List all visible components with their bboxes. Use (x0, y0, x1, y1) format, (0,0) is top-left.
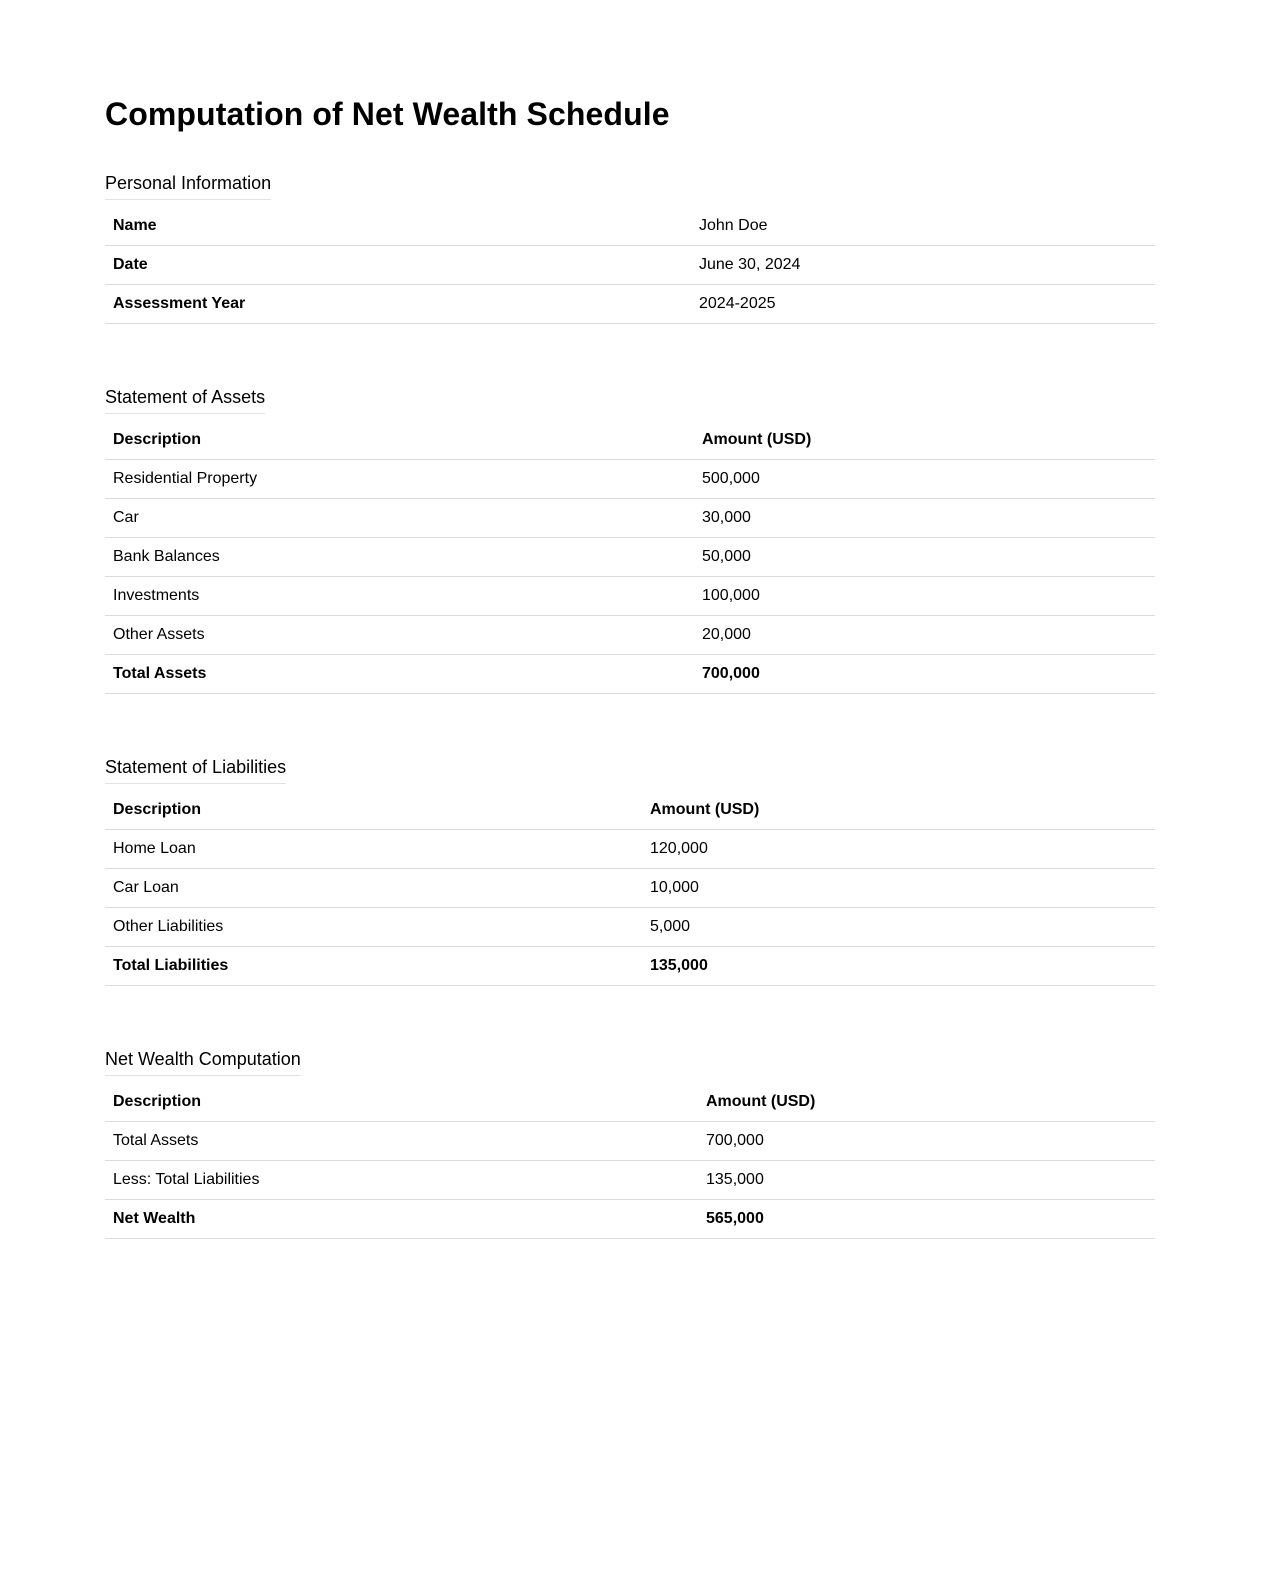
total-description: Net Wealth (105, 1200, 698, 1239)
total-row (105, 655, 1155, 694)
liabilities-table (105, 791, 1155, 986)
column-header-amount: Amount (USD) (698, 1083, 1155, 1122)
table-row (105, 1122, 1155, 1161)
net-wealth-section (105, 986, 1155, 1239)
table-header-row (105, 1083, 1155, 1122)
row-description: Other Liabilities (105, 908, 642, 947)
row-description: Car Loan (105, 869, 642, 908)
row-amount: 500,000 (694, 460, 1155, 499)
table-row (105, 538, 1155, 577)
table-row (105, 1161, 1155, 1200)
total-amount: 135,000 (642, 947, 1155, 986)
row-amount: 20,000 (694, 616, 1155, 655)
field-value: June 30, 2024 (691, 246, 1155, 285)
field-label: Assessment Year (105, 285, 691, 324)
column-header-description: Description (105, 791, 642, 830)
table-row (105, 246, 1155, 285)
total-row (105, 1200, 1155, 1239)
assets-section (105, 324, 1155, 694)
row-amount: 700,000 (698, 1122, 1155, 1161)
row-description: Less: Total Liabilities (105, 1161, 698, 1200)
field-value: 2024-2025 (691, 285, 1155, 324)
table-row (105, 830, 1155, 869)
section-heading: Statement of Liabilities (105, 756, 286, 784)
table-header-row (105, 421, 1155, 460)
row-description: Home Loan (105, 830, 642, 869)
total-amount: 700,000 (694, 655, 1155, 694)
row-amount: 120,000 (642, 830, 1155, 869)
assets-table (105, 421, 1155, 694)
page-title: Computation of Net Wealth Schedule (105, 96, 670, 132)
column-header-amount: Amount (USD) (642, 791, 1155, 830)
row-amount: 100,000 (694, 577, 1155, 616)
row-amount: 5,000 (642, 908, 1155, 947)
table-row (105, 908, 1155, 947)
total-row (105, 947, 1155, 986)
field-label: Name (105, 207, 691, 246)
total-amount: 565,000 (698, 1200, 1155, 1239)
row-amount: 30,000 (694, 499, 1155, 538)
section-heading: Statement of Assets (105, 386, 265, 414)
section-heading: Net Wealth Computation (105, 1048, 301, 1076)
row-description: Other Assets (105, 616, 694, 655)
table-row (105, 460, 1155, 499)
table-row (105, 577, 1155, 616)
table-row (105, 499, 1155, 538)
total-description: Total Assets (105, 655, 694, 694)
liabilities-section (105, 694, 1155, 986)
row-amount: 135,000 (698, 1161, 1155, 1200)
field-value: John Doe (691, 207, 1155, 246)
total-description: Total Liabilities (105, 947, 642, 986)
net-wealth-table (105, 1083, 1155, 1239)
table-row (105, 869, 1155, 908)
personal-information-section (105, 134, 1155, 324)
column-header-description: Description (105, 421, 694, 460)
column-header-description: Description (105, 1083, 698, 1122)
row-description: Total Assets (105, 1122, 698, 1161)
row-description: Car (105, 499, 694, 538)
row-description: Investments (105, 577, 694, 616)
field-label: Date (105, 246, 691, 285)
table-row (105, 616, 1155, 655)
section-heading: Personal Information (105, 172, 271, 200)
row-amount: 10,000 (642, 869, 1155, 908)
table-row (105, 207, 1155, 246)
row-description: Bank Balances (105, 538, 694, 577)
column-header-amount: Amount (USD) (694, 421, 1155, 460)
personal-information-table (105, 207, 1155, 324)
row-amount: 50,000 (694, 538, 1155, 577)
table-row (105, 285, 1155, 324)
table-header-row (105, 791, 1155, 830)
row-description: Residential Property (105, 460, 694, 499)
